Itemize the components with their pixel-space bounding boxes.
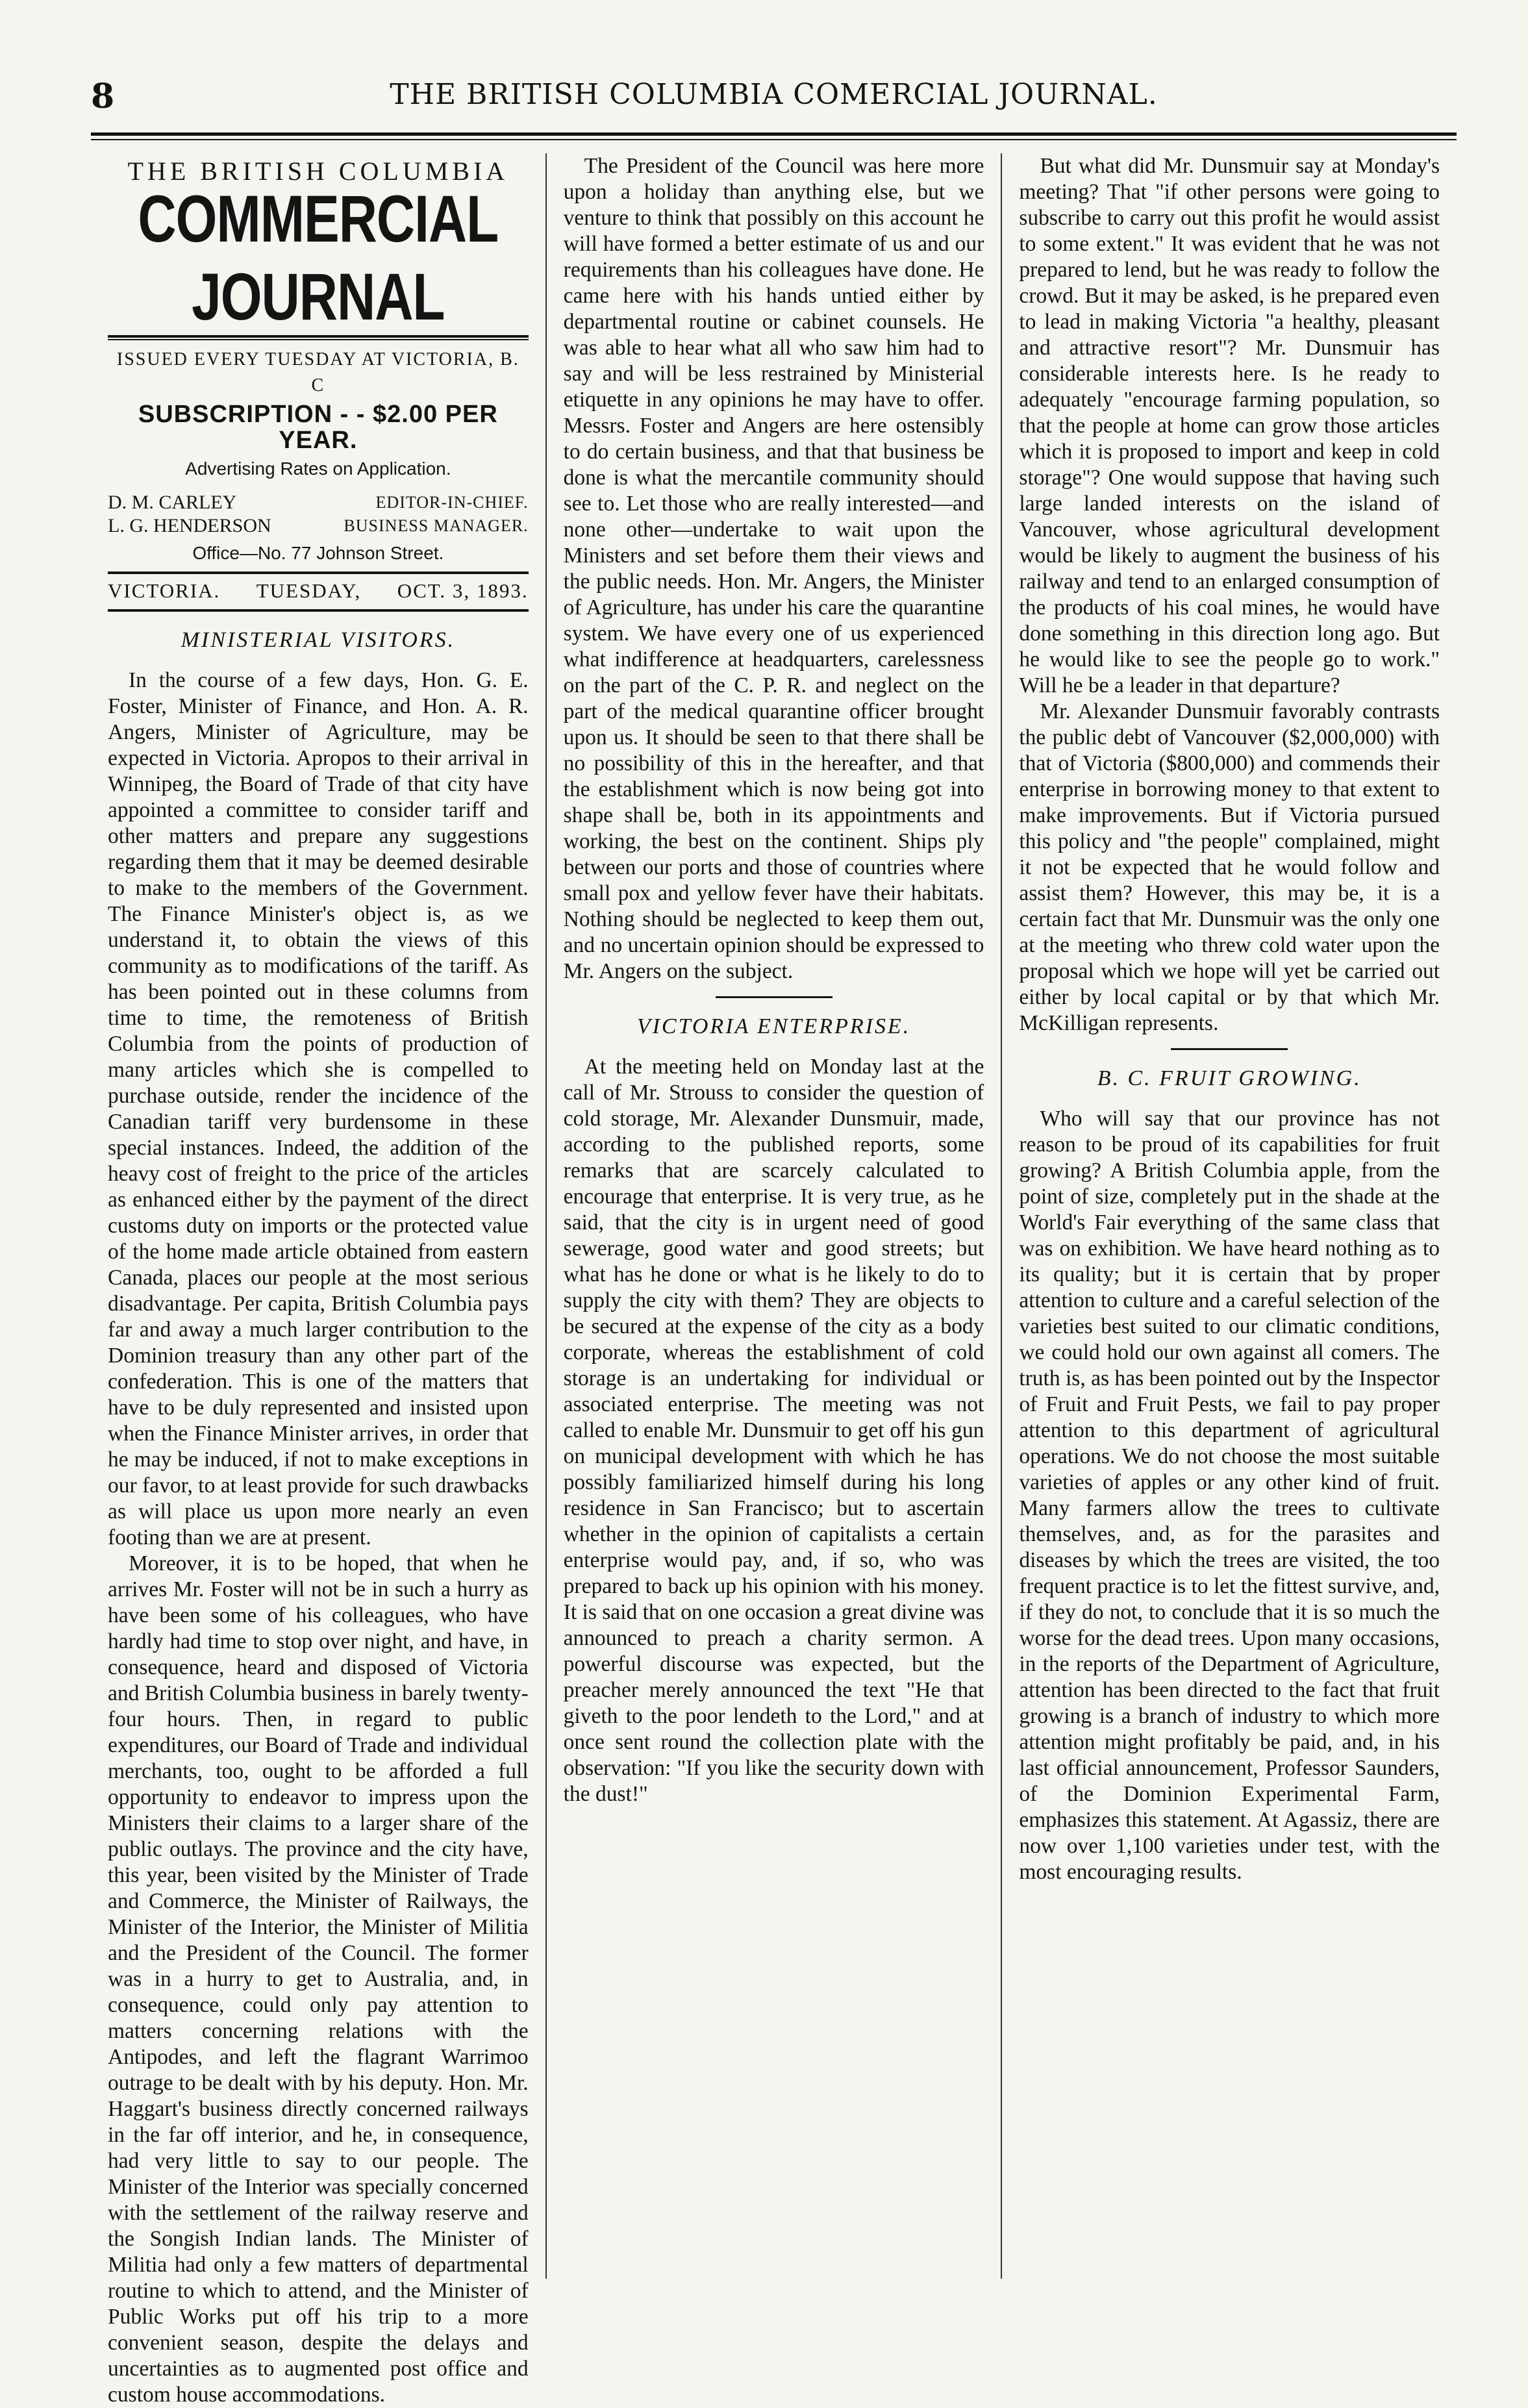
article-paragraph: At the meeting held on Monday last at the call of Mr. Strouss to consider the question of cold storage, Mr. Alexander Dunsmuir, made, according to the published reports, some remarks that are scarcely calculated to encourage that enterprise. It is very true, as he said, that the city is in urgent need of good sewerage, good water and good streets; but what has he done or what is he likely to do to supply the city with them? They are objects to be secured at the expense of the city as a body corporate, whereas the establishment of cold storage is an undertaking for individual or associated enterprise. The meeting was not called to enable Mr. Dunsmuir to get off his gun on municipal development with which he has possibly familiarized himself during his long residence in San Francisco; but to ascertain whether in the opinion of capitalists a certain enterprise would pay, and, if so, who was prepared to back up his opinion with his money. It is said that on one occasion a great divine was announced to preach a charity sermon. A powerful discourse was expected, but the preacher merely announced the text "He that giveth to the poor lendeth to the Lord," and at once sent round the collection plate with the observation: "If you like the security down with the dust!": [563, 1055, 984, 1806]
article-paragraph: The President of the Council was here more upon a holiday than anything else, but we venture to think that possibly on this account he will have formed a better estimate of us and our requirements than his colleagues have done. He came here with his hands untied either by departmental routine or cabinet counsels. He was able to hear what all who saw him had to say and will be less restrained by Ministerial etiquette in any opinions he may have to offer. Messrs. Foster and Angers are here ostensibly to do certain business, and that that business be done is what the mercantile community should see to. Let those who are really interested—and none other—undertake to wait upon the Ministers and set before them their views and the public needs. Hon. Mr. Angers, the Minister of Agriculture, has under his care the quarantine system. We have every one of us experienced what indifference at headquarters, carelessness on the part of the C. P. R. and neglect on the part of the medical quarantine officer brought upon us. It should be seen to that there shall be no possibility of this in the hereafter, and that the establishment which is now being got into shape shall be, both in its appointments and working, the best on the continent. Ships ply between our ports and those of countries where small pox and yellow fever have their habitats. Nothing should be neglected to keep them out, and no uncertain opinion should be expressed to Mr. Angers on the subject.: [563, 154, 984, 983]
column-3: [1001, 153, 1457, 2279]
column-1: [91, 153, 545, 2407]
article-divider: [1171, 1048, 1288, 1050]
article-heading-ministerial: MINISTERIAL VISITORS.: [181, 628, 456, 652]
editor-name: D. M. CARLEY: [108, 492, 237, 513]
header-rule-thin: [91, 139, 1457, 140]
editor-line: [108, 491, 529, 514]
article-paragraph: But what did Mr. Dunsmuir say at Monday's meeting? That "if other persons were going to subscribe to carry out this profit he would assist to some extent." It was evident that he was not prepared to lend, but he was ready to follow the crowd. But it may be asked, is he prepared even to lead in making Victoria "a healthy, pleasant and attractive resort"? Mr. Dunsmuir has considerable interests here. Is he ready to adequately "encourage farming population, so that the people at home can grow those articles which it is proposed to import and keep in cold storage"? One would suppose that having such large landed interests on the island of Vancouver, whose agricultural development would be likely to augment the business of his railway and tend to an enlarged consumption of the products of his coal mines, he would have done something in this direction long ago. But he would like to see the people go to work." Will he be a leader in that departure?: [1019, 154, 1440, 697]
article-paragraph: Mr. Alexander Dunsmuir favorably contrasts the public debt of Vancouver ($2,000,000) with that of Victoria ($800,000) and commends their enterprise in borrowing money to that extent to make improvements. But if Victoria pursued this policy and "the people" complained, might it not be expected that he would follow and assist them? However, this may be, it is a certain fact that Mr. Dunsmuir was the only one at the meeting who threw cold water upon the proposal which we hope will yet be carried out either by local capital or by that which Mr. McKilligan represents.: [1019, 699, 1440, 1035]
article-heading-fruit: B. C. FRUIT GROWING.: [1097, 1066, 1362, 1090]
manager-line: [108, 514, 529, 538]
advertising-line: Advertising Rates on Application.: [185, 458, 451, 479]
columns: [91, 153, 1457, 2407]
subscription-line: SUBSCRIPTION - - $2.00 PER YEAR.: [138, 401, 498, 454]
dateline-rule-top: [108, 571, 529, 574]
dateline-rule-bottom: [108, 609, 529, 612]
page-number: 8: [91, 77, 115, 116]
article-paragraph: Moreover, it is to be hoped, that when he arrives Mr. Foster will not be in such a hurry as have been some of his colleagues, who have hardly had time to stop over night, and have, in consequence, heard and disposed of Victoria and British Columbia business in barely twenty-four hours. Then, in regard to public expenditures, our Board of Trade and individual merchants, too, ought to be afforded a full opportunity to endeavor to impress upon the Ministers their claims to a larger share of the public outlays. The province and the city have, this year, been visited by the Minister of Trade and Commerce, the Minister of Railways, the Minister of the Interior, the Minister of Militia and the President of the Council. The former was in a hurry to get to Australia, and, in consequence, could only pay attention to matters concerning relations with the Antipodes, and left the flagrant Warrimoo outrage to be dealt with by his deputy. Hon. Mr. Haggart's business directly concerned railways in the far off interior, and he, in consequence, had very little to say to our people. The Minister of the Interior was specially concerned with the settlement of the railway reserve and the Songish Indian lands. The Minister of Militia had only a few matters of departmental routine to which to attend, and the Minister of Public Works put off his trip to a more convenient season, despite the delays and uncertainties as to augmented post office and custom house accommodations.: [108, 1551, 529, 2407]
masthead-big-title: COMMERCIAL JOURNAL: [138, 182, 499, 334]
header-rule: [91, 132, 1457, 136]
running-head: [91, 77, 1457, 122]
article-paragraph: In the course of a few days, Hon. G. E. Foster, Minister of Finance, and Hon. A. R. Angers, Minister of Agriculture, may be expected in Victoria. Apropos to their arrival in Winnipeg, the Board of Trade of that city have appointed a committee to consider tariff and other matters and prepare any suggestions regarding them that it may be deemed desirable to make to the members of the Government. The Finance Minister's object is, as we understand it, to obtain the views of this community as to modifications of the tariff. As has been pointed out in these columns from time to time, the remoteness of British Columbia from the points of production of many articles which she is compelled to purchase outside, render the incidence of the Canadian tariff very burdensome in these special instances. Indeed, the addition of the heavy cost of freight to the price of the articles as enhanced either by the payment of the direct customs duty on imports or the protected value of the home made article obtained from eastern Canada, places our people at the most serious disadvantage. Per capita, British Columbia pays far and away a much larger contribution to the Dominion treasury than any other part of the confederation. This is one of the matters that have to be duly represented and insisted upon when the Finance Minister arrives, in order that he may be induced, if not to make exceptions in our favor, to at least provide for such drawbacks as will place us upon more nearly an even footing than we are at present.: [108, 668, 529, 1549]
column-2: [545, 153, 1001, 2279]
masthead-small-title: THE BRITISH COLUMBIA: [127, 157, 509, 186]
dateline: [108, 578, 529, 604]
dateline-date: OCT. 3, 1893.: [397, 579, 529, 602]
manager-name: L. G. HENDERSON: [108, 515, 271, 536]
editor-role: EDITOR-IN-CHIEF.: [375, 493, 529, 512]
article-paragraph: Who will say that our province has not reason to be proud of its capabilities for fruit growing? A British Columbia apple, from the point of size, completely put in the shade at the World's Fair everything of the same class that was on exhibition. We have heard nothing as to its quality; but it is certain that by proper attention to culture and a careful selection of the varieties best suited to our climatic conditions, we could hold our own against all comers. The truth is, as has been pointed out by the Inspector of Fruit and Fruit Pests, we fail to pay proper attention to this department of agricultural operations. We do not choose the most suitable varieties of apples or any other kind of fruit. Many farmers allow the trees to cultivate themselves, and, as for the parasites and diseases by which the trees are visited, the too frequent practice is to let the fittest survive, and, if they do not, to conclude that it is so much the worse for the dead trees. Upon many occasions, in the reports of the Department of Agriculture, attention has been directed to the fact that fruit growing is a branch of industry to which more attention might profitably be paid, and, in his last official announcement, Professor Saunders, of the Dominion Experimental Farm, emphasizes this statement. At Agassiz, there are now over 1,100 varieties under test, with the most encouraging results.: [1019, 1107, 1440, 1884]
masthead-rule-thin: [108, 339, 529, 340]
office-line: Office—No. 77 Johnson Street.: [192, 543, 444, 563]
manager-role: BUSINESS MANAGER.: [344, 516, 529, 535]
running-title: THE BRITISH COLUMBIA COMERCIAL JOURNAL.: [390, 78, 1158, 111]
issued-line: ISSUED EVERY TUESDAY AT VICTORIA, B. C: [116, 349, 520, 395]
dateline-city: VICTORIA.: [108, 579, 221, 602]
dateline-day: TUESDAY,: [256, 579, 362, 602]
article-heading-victoria: VICTORIA ENTERPRISE.: [636, 1014, 911, 1038]
article-divider: [716, 996, 833, 998]
masthead: [108, 158, 529, 612]
